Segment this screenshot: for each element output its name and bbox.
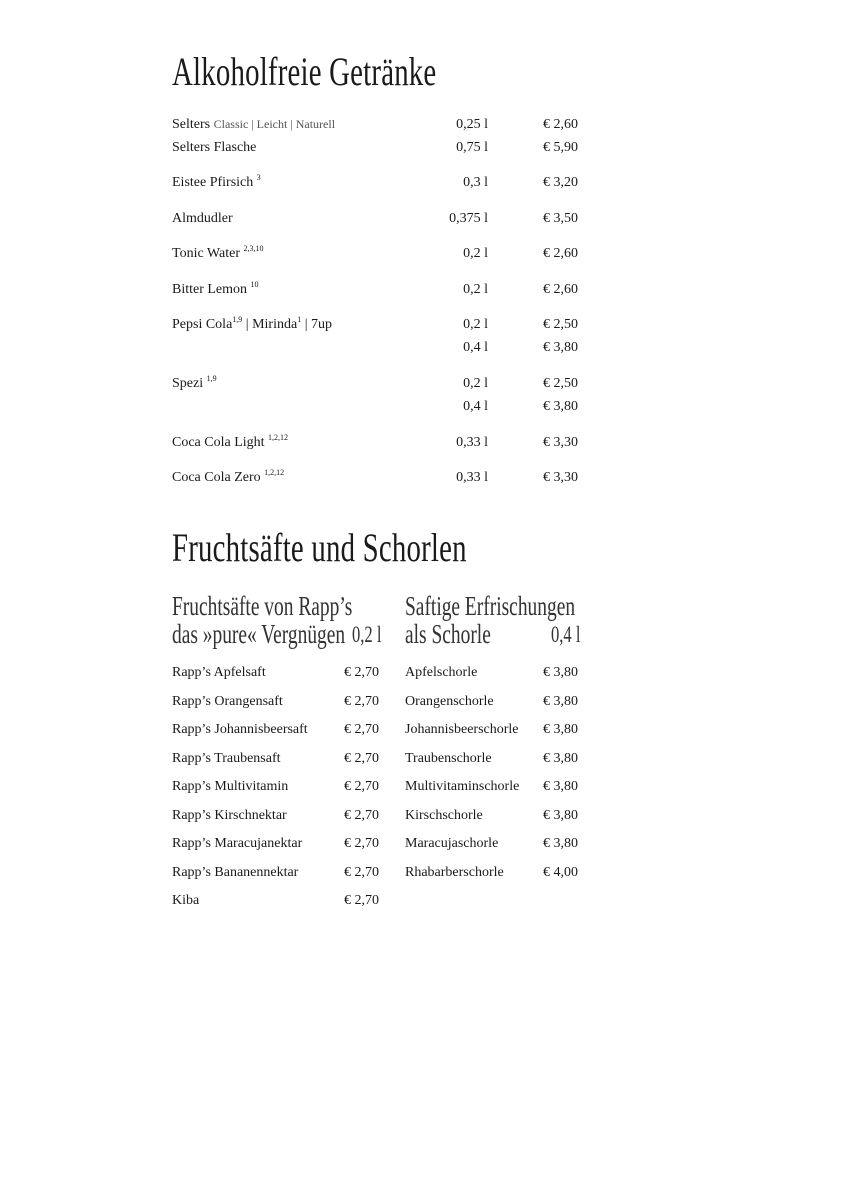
list-item <box>0 140 848 160</box>
item-price: € 5,90 <box>543 140 578 155</box>
item-name <box>172 282 259 298</box>
item-name <box>172 470 284 486</box>
schorle-name: Traubenschorle <box>405 750 492 766</box>
schorle-name: Multivitaminschorle <box>405 779 520 794</box>
juice-name: Rapp’s Maracujanektar <box>172 836 303 851</box>
schorle-name: Kirschschorle <box>405 807 483 823</box>
list-item <box>0 376 848 396</box>
item-name <box>172 317 332 333</box>
item-price: € 3,30 <box>543 470 578 485</box>
subheading-schorle-line2: als Schorle <box>405 619 491 649</box>
item-price: € 2,60 <box>543 117 578 132</box>
schorle-price: € 3,80 <box>543 665 578 680</box>
item-volume: 0,2 l <box>463 376 488 391</box>
subheading-fruchtsaefte-volume: 0,2 l <box>352 622 382 647</box>
item-volume: 0,2 l <box>463 246 488 261</box>
footnote-marker: 1 <box>297 315 302 324</box>
item-volume: 0,75 l <box>456 140 488 155</box>
juice-price: € 2,70 <box>344 693 379 709</box>
schorle-price: € 3,80 <box>543 779 578 794</box>
item-price: € 3,50 <box>543 211 578 226</box>
schorle-price: € 3,80 <box>543 722 578 737</box>
item-name <box>172 246 264 262</box>
footnote-marker: 1,9 <box>206 374 217 383</box>
footnote-marker: 1,9 <box>232 315 243 324</box>
item-volume: 0,25 l <box>456 117 488 132</box>
juice-price: € 2,70 <box>344 864 379 880</box>
footnote-marker: 3 <box>256 173 261 182</box>
list-item <box>0 246 848 266</box>
schorle-price: € 3,80 <box>543 807 578 823</box>
item-price: € 2,50 <box>543 376 578 391</box>
item-name-text: Pepsi Cola <box>172 317 233 332</box>
subheading-schorle-line1: Saftige Erfrischungen <box>405 591 576 621</box>
item-price: € 3,80 <box>543 340 578 355</box>
item-name-text: Tonic Water <box>172 246 240 261</box>
list-item <box>0 282 848 302</box>
item-name-text: | Mirinda <box>242 317 298 332</box>
list-item <box>0 175 848 195</box>
footnote-marker: 2,3,10 <box>243 244 264 253</box>
item-volume: 0,3 l <box>463 175 488 190</box>
schorle-name: Apfelschorle <box>405 665 478 680</box>
schorle-price: € 3,80 <box>543 693 578 709</box>
item-volume: 0,4 l <box>463 340 488 355</box>
item-price: € 2,50 <box>543 317 578 332</box>
juice-name: Rapp’s Traubensaft <box>172 750 281 766</box>
item-volume: 0,2 l <box>463 282 488 297</box>
subheading-fruchtsaefte-line2: das »pure« Vergnügen <box>172 619 346 649</box>
item-name: Selters Flasche <box>172 140 257 155</box>
juice-price: € 2,70 <box>344 893 379 908</box>
item-price: € 3,20 <box>543 175 578 190</box>
juice-name: Rapp’s Johannisbeersaft <box>172 722 308 737</box>
subheading-schorle-volume: 0,4 l <box>551 622 581 647</box>
list-item <box>0 117 848 137</box>
list-item <box>0 399 848 419</box>
item-price: € 3,30 <box>543 435 578 450</box>
item-name-text: Coca Cola Light <box>172 435 265 450</box>
schorle-name: Rhabarberschorle <box>405 864 504 880</box>
item-price: € 2,60 <box>543 282 578 297</box>
juice-price: € 2,70 <box>344 665 379 680</box>
list-item <box>0 211 848 231</box>
item-volume: 0,2 l <box>463 317 488 332</box>
schorle-price: € 3,80 <box>543 750 578 766</box>
list-item <box>0 470 848 490</box>
item-volume: 0,4 l <box>463 399 488 414</box>
juice-price: € 2,70 <box>344 722 379 737</box>
list-item <box>0 435 848 455</box>
juice-name: Rapp’s Bananennektar <box>172 864 299 880</box>
list-item <box>0 317 848 337</box>
section-title-alkoholfreie-getraenke: Alkoholfreie Getränke <box>172 49 437 94</box>
item-price: € 3,80 <box>543 399 578 414</box>
footnote-marker: 1,2,12 <box>264 468 285 477</box>
schorle-name: Maracujaschorle <box>405 836 499 851</box>
item-name <box>172 117 335 133</box>
list-item <box>0 340 848 360</box>
juice-name: Rapp’s Apfelsaft <box>172 665 266 680</box>
item-name-text: Coca Cola Zero <box>172 470 261 485</box>
footnote-marker: 10 <box>250 280 259 289</box>
item-note: Classic | Leicht | Naturell <box>213 117 336 131</box>
item-name <box>172 376 217 392</box>
item-name-text: Spezi <box>172 376 204 391</box>
item-name-text: Selters <box>172 117 211 132</box>
juice-name: Rapp’s Multivitamin <box>172 779 289 794</box>
juice-name: Kiba <box>172 893 200 908</box>
item-name: Almdudler <box>172 211 233 226</box>
item-volume: 0,33 l <box>456 470 488 485</box>
schorle-name: Orangenschorle <box>405 693 494 709</box>
item-volume: 0,375 l <box>449 211 488 226</box>
footnote-marker: 1,2,12 <box>268 433 289 442</box>
item-name-text: Bitter Lemon <box>172 282 248 297</box>
item-volume: 0,33 l <box>456 435 488 450</box>
schorle-name: Johannisbeerschorle <box>405 722 519 737</box>
juice-price: € 2,70 <box>344 807 379 823</box>
item-name <box>172 435 288 451</box>
item-name-text: Eistee Pfirsich <box>172 175 254 190</box>
juice-price: € 2,70 <box>344 750 379 766</box>
schorle-price: € 4,00 <box>543 864 578 880</box>
juice-price: € 2,70 <box>344 779 379 794</box>
juice-name: Rapp’s Kirschnektar <box>172 807 287 823</box>
juice-name: Rapp’s Orangensaft <box>172 693 283 709</box>
item-name-text: | 7up <box>301 317 332 332</box>
schorle-price: € 3,80 <box>543 836 578 851</box>
juice-price: € 2,70 <box>344 836 379 851</box>
section-title-fruchtsaefte-und-schorlen: Fruchtsäfte und Schorlen <box>172 525 467 570</box>
item-name <box>172 175 261 191</box>
subheading-fruchtsaefte-line1: Fruchtsäfte von Rapp’s <box>172 591 353 621</box>
item-price: € 2,60 <box>543 246 578 261</box>
